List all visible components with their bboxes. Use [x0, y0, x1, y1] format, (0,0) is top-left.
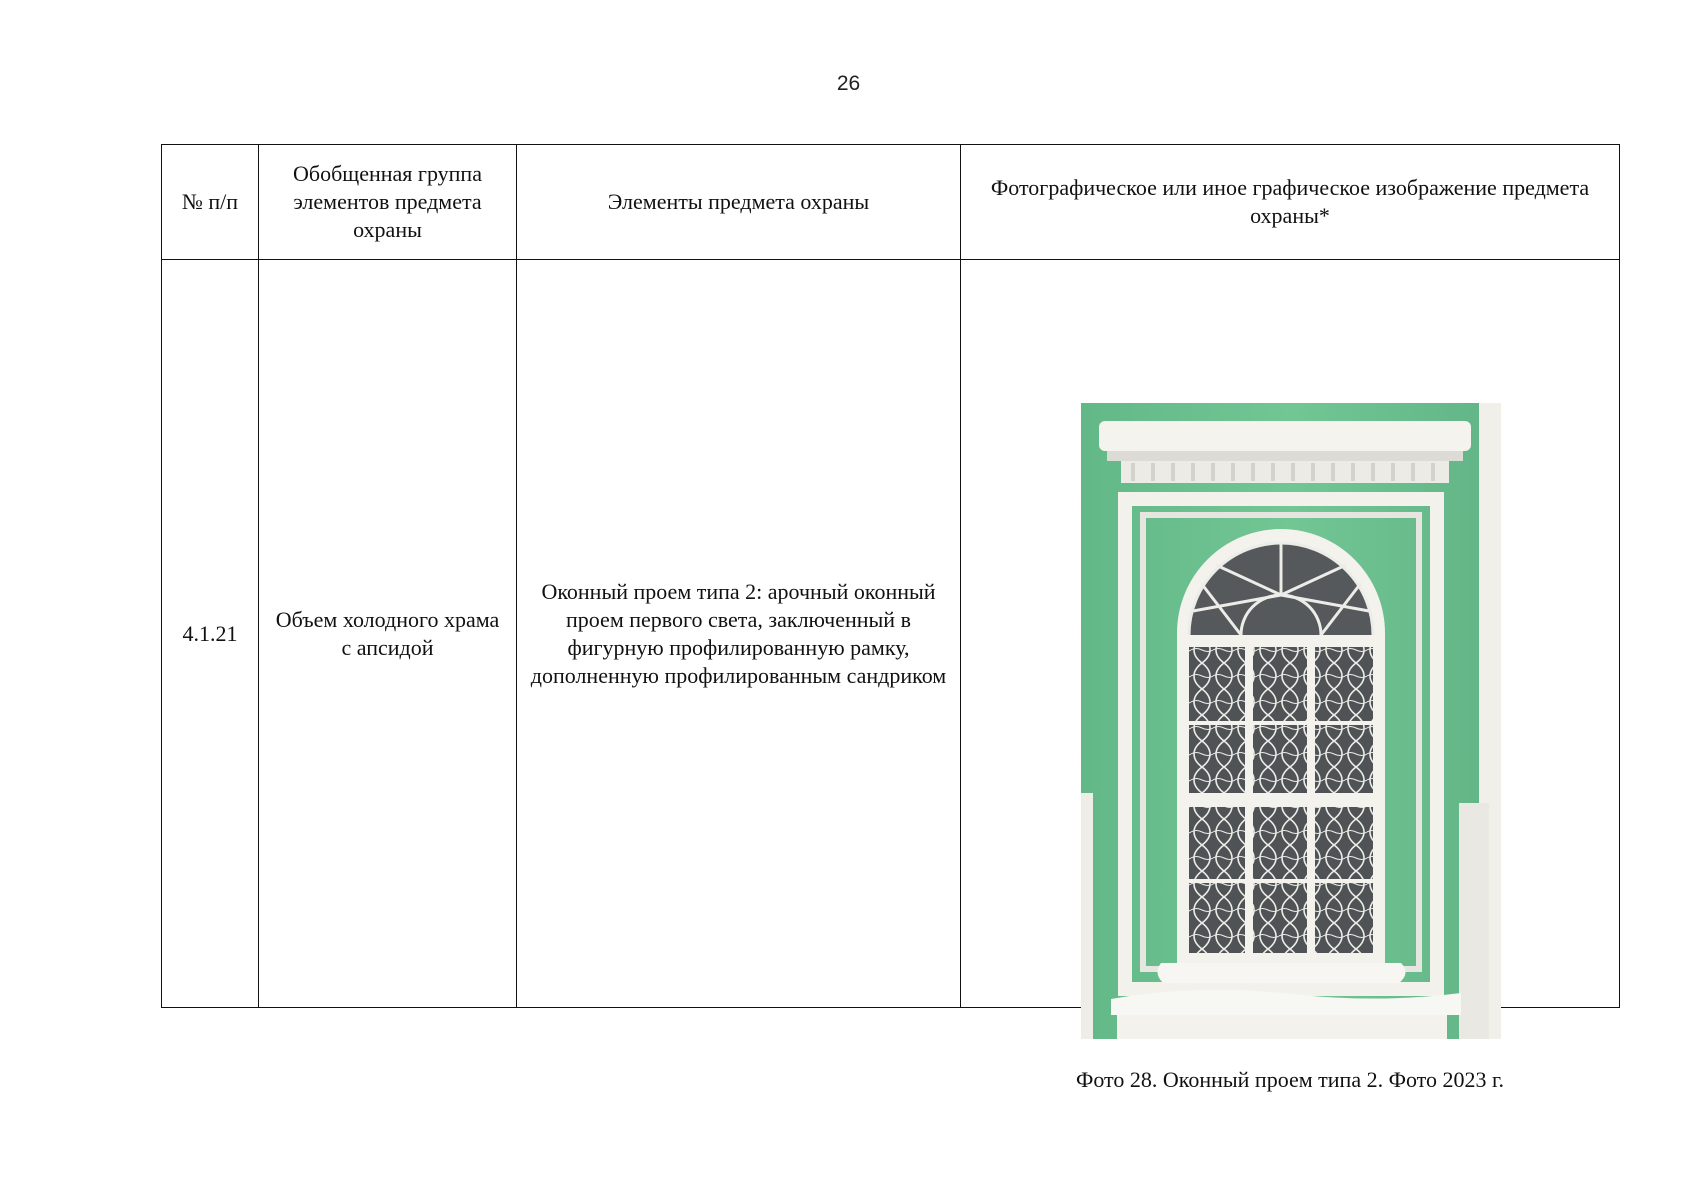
- table-row: [162, 260, 1620, 1008]
- header-num: № п/п: [162, 145, 259, 260]
- photo-caption: Фото 28. Оконный проем типа 2. Фото 2023 г.: [1075, 1067, 1505, 1092]
- cell-num: 4.1.21: [162, 260, 259, 1008]
- cell-photo: [961, 260, 1620, 1092]
- header-group: Обобщенная группа элементов предмета охраны: [259, 145, 517, 260]
- cell-elements: Оконный проем типа 2: арочный оконный проем первого света, заключенный в фигурную профилированную рамку, дополненную профилированным сандриком: [517, 260, 961, 1008]
- header-elements: Элементы предмета охраны: [517, 145, 961, 260]
- window-photo-image: [1081, 403, 1501, 1039]
- table-header: [162, 145, 1620, 260]
- protection-subject-table: [161, 144, 1620, 1092]
- window-photo: [1081, 403, 1501, 1039]
- header-photo: Фотографическое или иное графическое изображение предмета охраны*: [961, 145, 1620, 260]
- table-header-row: [162, 145, 1620, 260]
- cell-group: Объем холодного храма с апсидой: [259, 260, 517, 1008]
- page-number: 26: [836, 72, 861, 95]
